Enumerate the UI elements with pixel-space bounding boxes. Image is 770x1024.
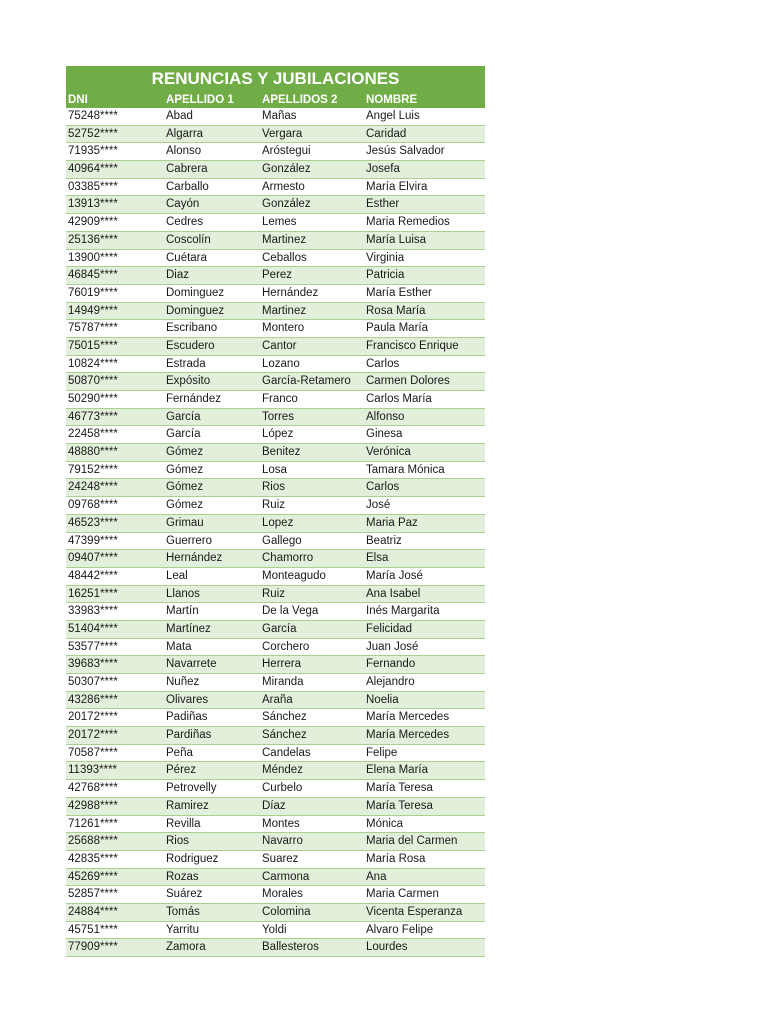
cell-nombre: Lourdes	[366, 941, 408, 954]
cell-nombre: Felipe	[366, 746, 398, 759]
cell-apellidos-2: González	[262, 163, 311, 176]
cell-apellido-1: Rozas	[166, 870, 199, 883]
cell-nombre: Carlos María	[366, 393, 432, 405]
cell-apellidos-2: Mañas	[262, 110, 297, 122]
table-row	[66, 639, 485, 657]
cell-nombre: Maria del Carmen	[366, 835, 458, 848]
cell-apellidos-2: Lemes	[262, 216, 297, 229]
cell-dni: 77909****	[68, 941, 118, 954]
cell-apellido-1: Diaz	[166, 269, 190, 282]
cell-nombre: María Esther	[366, 286, 432, 299]
cell-nombre: Maria Paz	[366, 516, 418, 529]
cell-nombre: María Mercedes	[366, 729, 450, 742]
cell-dni: 40964****	[68, 163, 118, 176]
cell-dni: 16251****	[68, 587, 118, 600]
column-header-row	[66, 91, 485, 108]
table-row	[66, 762, 485, 780]
header-apellido-1: APELLIDO 1	[166, 94, 234, 106]
cell-apellidos-2: Díaz	[262, 799, 286, 812]
cell-nombre: Caridad	[366, 127, 407, 140]
cell-apellidos-2: Ruiz	[262, 587, 286, 600]
cell-nombre: Rosa María	[366, 304, 426, 317]
cell-dni: 24884****	[68, 905, 118, 918]
cell-apellidos-2: Yoldi	[262, 923, 287, 936]
cell-apellido-1: Suárez	[166, 888, 203, 901]
cell-apellido-1: Padiñas	[166, 711, 208, 724]
cell-dni: 22458****	[68, 428, 118, 441]
cell-apellido-1: Ramirez	[166, 799, 209, 812]
cell-nombre: Ana Isabel	[366, 587, 421, 600]
table-row	[66, 515, 485, 533]
table-row	[66, 656, 485, 674]
cell-apellidos-2: García	[262, 622, 297, 635]
cell-apellidos-2: Torres	[262, 410, 294, 423]
cell-apellidos-2: Monteagudo	[262, 569, 326, 582]
table-row	[66, 939, 485, 957]
cell-dni: 42988****	[68, 799, 118, 812]
cell-apellidos-2: Martinez	[262, 233, 307, 246]
cell-nombre: Maria Remedios	[366, 216, 450, 229]
cell-apellidos-2: Ceballos	[262, 251, 307, 264]
cell-apellidos-2: Morales	[262, 888, 303, 901]
cell-apellido-1: Algarra	[166, 127, 204, 140]
cell-dni: 76019****	[68, 286, 118, 299]
cell-apellido-1: Dominguez	[166, 286, 225, 299]
cell-dni: 50870****	[68, 375, 118, 388]
cell-dni: 71261****	[68, 817, 118, 830]
cell-apellido-1: Tomás	[166, 905, 200, 918]
cell-apellidos-2: Franco	[262, 393, 298, 405]
cell-dni: 09407****	[68, 552, 118, 565]
table-row	[66, 214, 485, 232]
cell-dni: 52857****	[68, 888, 118, 901]
table-row	[66, 851, 485, 869]
cell-dni: 47399****	[68, 534, 118, 547]
cell-apellido-1: Olivares	[166, 693, 209, 706]
cell-nombre: Virginia	[366, 251, 405, 264]
cell-dni: 70587****	[68, 746, 118, 759]
cell-apellido-1: Petrovelly	[166, 782, 217, 795]
cell-apellidos-2: Chamorro	[262, 552, 314, 565]
cell-apellidos-2: Hernández	[262, 286, 319, 299]
cell-dni: 24248****	[68, 481, 118, 494]
table-row	[66, 391, 485, 409]
cell-apellidos-2: Méndez	[262, 764, 303, 777]
cell-nombre: Beatriz	[366, 534, 402, 547]
cell-dni: 25136****	[68, 233, 118, 246]
cell-dni: 75787****	[68, 322, 118, 335]
cell-dni: 75248****	[68, 110, 118, 122]
cell-dni: 46773****	[68, 410, 118, 423]
cell-nombre: Elena María	[366, 764, 429, 777]
cell-apellidos-2: De la Vega	[262, 605, 319, 618]
cell-dni: 11393****	[68, 764, 118, 777]
table-row	[66, 550, 485, 568]
table-row	[66, 568, 485, 586]
cell-apellidos-2: González	[262, 198, 311, 211]
cell-apellidos-2: Ruiz	[262, 499, 286, 512]
cell-dni: 20172****	[68, 711, 118, 724]
table-row	[66, 869, 485, 887]
cell-dni: 42835****	[68, 852, 118, 865]
cell-apellido-1: Gómez	[166, 463, 204, 476]
cell-dni: 79152****	[68, 463, 118, 476]
cell-apellido-1: Leal	[166, 569, 188, 582]
table-row	[66, 586, 485, 604]
cell-dni: 13900****	[68, 251, 118, 264]
cell-nombre: María Teresa	[366, 782, 433, 795]
cell-nombre: Felicidad	[366, 622, 413, 635]
cell-apellidos-2: Aróstegui	[262, 145, 311, 158]
cell-nombre: Verónica	[366, 446, 411, 459]
cell-nombre: María Rosa	[366, 852, 426, 865]
table-row	[66, 603, 485, 621]
cell-nombre: Francisco Enrique	[366, 339, 459, 352]
cell-apellido-1: Yarritu	[166, 923, 200, 936]
cell-apellido-1: Martínez	[166, 622, 211, 635]
table-row	[66, 444, 485, 462]
cell-apellido-1: Fernández	[166, 393, 221, 405]
cell-apellidos-2: Losa	[262, 463, 287, 476]
cell-dni: 51404****	[68, 622, 118, 635]
cell-apellido-1: Zamora	[166, 941, 206, 954]
table-row	[66, 497, 485, 515]
cell-nombre: Alejandro	[366, 676, 415, 688]
cell-dni: 52752****	[68, 127, 118, 140]
table-row	[66, 285, 485, 303]
table-row	[66, 108, 485, 126]
cell-dni: 09768****	[68, 499, 118, 512]
cell-dni: 48442****	[68, 569, 118, 582]
cell-nombre: Ginesa	[366, 428, 403, 441]
cell-nombre: Vicenta Esperanza	[366, 905, 463, 918]
cell-apellido-1: Revilla	[166, 817, 201, 830]
cell-apellidos-2: Curbelo	[262, 782, 303, 795]
table-row	[66, 745, 485, 763]
cell-apellido-1: Cedres	[166, 216, 204, 229]
cell-dni: 42768****	[68, 782, 118, 795]
cell-dni: 14949****	[68, 304, 118, 317]
cell-apellido-1: Estrada	[166, 357, 206, 370]
cell-dni: 33983****	[68, 605, 118, 618]
cell-apellidos-2: Herrera	[262, 658, 301, 671]
cell-apellido-1: Peña	[166, 746, 193, 759]
cell-dni: 20172****	[68, 729, 118, 742]
cell-dni: 50290****	[68, 393, 118, 405]
cell-nombre: Juan José	[366, 640, 419, 653]
cell-dni: 39683****	[68, 658, 118, 671]
cell-nombre: Carmen Dolores	[366, 375, 450, 388]
cell-apellido-1: Carballo	[166, 180, 209, 193]
table-row	[66, 674, 485, 692]
cell-dni: 71935****	[68, 145, 118, 158]
cell-apellidos-2: Martinez	[262, 304, 307, 317]
cell-apellido-1: Grimau	[166, 516, 204, 529]
cell-apellido-1: Llanos	[166, 587, 200, 600]
cell-apellido-1: Cayón	[166, 198, 200, 211]
cell-apellido-1: García	[166, 410, 201, 423]
table-row	[66, 922, 485, 940]
table-row	[66, 462, 485, 480]
table-row	[66, 904, 485, 922]
cell-nombre: Paula María	[366, 322, 429, 335]
cell-nombre: Jesús Salvador	[366, 145, 445, 158]
header-nombre: NOMBRE	[366, 94, 418, 106]
cell-apellidos-2: Navarro	[262, 835, 303, 848]
cell-nombre: Tamara Mónica	[366, 463, 445, 476]
cell-apellido-1: Cabrera	[166, 163, 208, 176]
table-row	[66, 126, 485, 144]
cell-apellidos-2: Cantor	[262, 339, 297, 352]
table-row	[66, 533, 485, 551]
table-row	[66, 196, 485, 214]
cell-apellidos-2: Lopez	[262, 516, 294, 529]
table-row	[66, 409, 485, 427]
spreadsheet-table	[66, 66, 485, 957]
cell-apellido-1: Gómez	[166, 499, 204, 512]
cell-apellidos-2: Gallego	[262, 534, 302, 547]
cell-nombre: Maria Carmen	[366, 888, 439, 901]
cell-dni: 45269****	[68, 870, 118, 883]
cell-apellido-1: Pérez	[166, 764, 197, 777]
table-row	[66, 373, 485, 391]
cell-apellido-1: Rodriguez	[166, 852, 219, 865]
cell-apellidos-2: Suarez	[262, 852, 299, 865]
cell-nombre: José	[366, 499, 391, 512]
cell-apellidos-2: Candelas	[262, 746, 311, 759]
cell-dni: 75015****	[68, 339, 118, 352]
cell-apellido-1: Gómez	[166, 481, 204, 494]
table-row	[66, 816, 485, 834]
cell-dni: 42909****	[68, 216, 118, 229]
table-row	[66, 727, 485, 745]
cell-apellido-1: Navarrete	[166, 658, 217, 671]
cell-apellido-1: Coscolín	[166, 233, 211, 246]
table-row	[66, 709, 485, 727]
table-row	[66, 179, 485, 197]
table-row	[66, 143, 485, 161]
cell-nombre: María José	[366, 569, 423, 582]
cell-nombre: Ana	[366, 870, 387, 883]
cell-apellido-1: Abad	[166, 110, 193, 122]
cell-apellidos-2: Miranda	[262, 676, 304, 688]
cell-apellido-1: Escudero	[166, 339, 215, 352]
cell-apellidos-2: Perez	[262, 269, 293, 282]
cell-apellido-1: Alonso	[166, 145, 202, 158]
cell-dni: 43286****	[68, 693, 118, 706]
cell-apellidos-2: Corchero	[262, 640, 310, 653]
cell-apellidos-2: López	[262, 428, 294, 441]
table-row	[66, 232, 485, 250]
cell-apellidos-2: Rios	[262, 481, 286, 494]
cell-apellido-1: Pardiñas	[166, 729, 212, 742]
cell-apellido-1: Mata	[166, 640, 192, 653]
cell-dni: 13913****	[68, 198, 118, 211]
cell-nombre: María Mercedes	[366, 711, 450, 724]
table-row	[66, 833, 485, 851]
cell-nombre: Fernando	[366, 658, 416, 671]
cell-apellidos-2: Vergara	[262, 127, 303, 140]
cell-apellido-1: Rios	[166, 835, 190, 848]
table-row	[66, 692, 485, 710]
cell-nombre: María Elvira	[366, 180, 428, 193]
cell-apellidos-2: Carmona	[262, 870, 310, 883]
table-title: RENUNCIAS Y JUBILACIONES	[66, 66, 485, 91]
table-body	[66, 108, 485, 957]
cell-apellidos-2: Colomina	[262, 905, 311, 918]
cell-apellido-1: Expósito	[166, 375, 211, 388]
cell-nombre: Esther	[366, 198, 400, 211]
header-dni: DNI	[68, 94, 88, 106]
table-row	[66, 426, 485, 444]
cell-dni: 45751****	[68, 923, 118, 936]
cell-apellidos-2: Lozano	[262, 357, 300, 370]
cell-apellido-1: Hernández	[166, 552, 223, 565]
cell-nombre: Elsa	[366, 552, 389, 565]
cell-nombre: Carlos	[366, 357, 400, 370]
cell-apellido-1: Guerrero	[166, 534, 213, 547]
cell-apellidos-2: Sánchez	[262, 729, 307, 742]
cell-dni: 46845****	[68, 269, 118, 282]
cell-apellidos-2: Araña	[262, 693, 293, 706]
cell-nombre: Josefa	[366, 163, 400, 176]
table-row	[66, 356, 485, 374]
cell-apellidos-2: Sánchez	[262, 711, 307, 724]
cell-nombre: María Luisa	[366, 233, 427, 246]
cell-nombre: Carlos	[366, 481, 400, 494]
table-row	[66, 250, 485, 268]
cell-dni: 10824****	[68, 357, 118, 370]
cell-apellidos-2: Benitez	[262, 446, 301, 459]
cell-apellidos-2: Armesto	[262, 180, 305, 193]
cell-dni: 53577****	[68, 640, 118, 653]
table-row	[66, 621, 485, 639]
table-row	[66, 798, 485, 816]
cell-apellido-1: Dominguez	[166, 304, 225, 317]
table-row	[66, 161, 485, 179]
header-apellidos-2: APELLIDOS 2	[262, 94, 338, 106]
table-row	[66, 338, 485, 356]
table-row	[66, 267, 485, 285]
cell-nombre: Patricia	[366, 269, 405, 282]
cell-nombre: Inés Margarita	[366, 605, 440, 618]
cell-apellido-1: Gómez	[166, 446, 204, 459]
table-row	[66, 479, 485, 497]
cell-dni: 50307****	[68, 676, 118, 688]
cell-apellidos-2: Ballesteros	[262, 941, 319, 954]
cell-nombre: Alfonso	[366, 410, 405, 423]
table-row	[66, 886, 485, 904]
cell-nombre: Noelia	[366, 693, 399, 706]
cell-apellidos-2: García-Retamero	[262, 375, 351, 388]
cell-apellido-1: Martín	[166, 605, 199, 618]
cell-apellido-1: Nuñez	[166, 676, 200, 688]
cell-nombre: María Teresa	[366, 799, 433, 812]
cell-dni: 25688****	[68, 835, 118, 848]
table-row	[66, 780, 485, 798]
cell-dni: 48880****	[68, 446, 118, 459]
cell-nombre: Mónica	[366, 817, 404, 830]
cell-apellido-1: Cuétara	[166, 251, 207, 264]
cell-dni: 03385****	[68, 180, 118, 193]
cell-apellido-1: Escribano	[166, 322, 218, 335]
cell-apellidos-2: Montes	[262, 817, 300, 830]
table-row	[66, 303, 485, 321]
cell-apellido-1: García	[166, 428, 201, 441]
cell-apellidos-2: Montero	[262, 322, 305, 335]
cell-nombre: Angel Luis	[366, 110, 420, 122]
cell-dni: 46523****	[68, 516, 118, 529]
cell-nombre: Alvaro Felipe	[366, 923, 434, 936]
table-row	[66, 320, 485, 338]
